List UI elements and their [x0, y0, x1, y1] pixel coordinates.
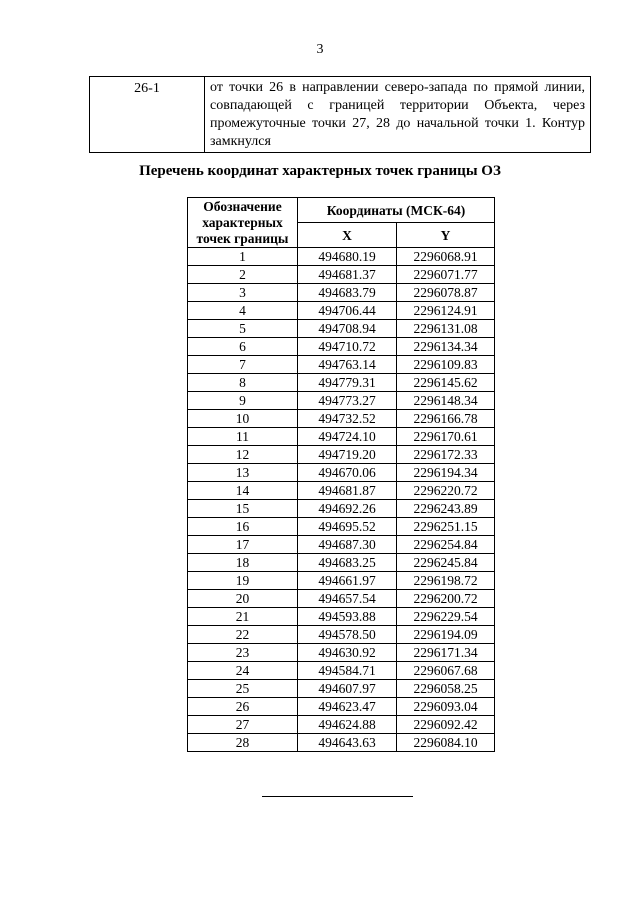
- y-coordinate-cell: 2296229.54: [397, 608, 495, 626]
- point-header-line: Обозначение: [203, 199, 282, 214]
- x-coordinate-cell: 494630.92: [298, 644, 397, 662]
- point-number-cell: 10: [188, 410, 298, 428]
- point-number-cell: 15: [188, 500, 298, 518]
- point-number-cell: 2: [188, 266, 298, 284]
- x-coordinate-cell: 494683.25: [298, 554, 397, 572]
- point-header: [188, 198, 298, 248]
- coordinates-table: [187, 197, 495, 752]
- section-title: Перечень координат характерных точек границы ОЗ: [139, 163, 501, 179]
- y-coordinate-cell: 2296172.33: [397, 446, 495, 464]
- y-coordinate-cell: 2296200.72: [397, 590, 495, 608]
- y-coordinate-cell: 2296134.34: [397, 338, 495, 356]
- y-coordinate-cell: 2296093.04: [397, 698, 495, 716]
- page-number: 3: [316, 42, 324, 57]
- coordinates-header: Координаты (МСК-64): [298, 198, 495, 223]
- table-row: [188, 356, 495, 374]
- x-coordinate-cell: 494661.97: [298, 572, 397, 590]
- y-coordinate-cell: 2296067.68: [397, 662, 495, 680]
- y-coordinate-cell: 2296078.87: [397, 284, 495, 302]
- table-row: [188, 338, 495, 356]
- x-coordinate-cell: 494708.94: [298, 320, 397, 338]
- y-coordinate-cell: 2296220.72: [397, 482, 495, 500]
- point-number-cell: 7: [188, 356, 298, 374]
- x-coordinate-cell: 494724.10: [298, 428, 397, 446]
- x-coordinate-cell: 494763.14: [298, 356, 397, 374]
- x-coordinate-cell: 494643.63: [298, 734, 397, 752]
- table-row: [188, 680, 495, 698]
- point-number-cell: 27: [188, 716, 298, 734]
- y-coordinate-cell: 2296109.83: [397, 356, 495, 374]
- table-row: [188, 284, 495, 302]
- x-coordinate-cell: 494687.30: [298, 536, 397, 554]
- y-coordinate-cell: 2296171.34: [397, 644, 495, 662]
- x-coordinate-cell: 494584.71: [298, 662, 397, 680]
- point-number-cell: 4: [188, 302, 298, 320]
- x-header: X: [298, 223, 397, 248]
- x-coordinate-cell: 494692.26: [298, 500, 397, 518]
- table-row: [188, 302, 495, 320]
- table-row: [188, 482, 495, 500]
- x-coordinate-cell: 494706.44: [298, 302, 397, 320]
- point-number-cell: 11: [188, 428, 298, 446]
- segment-row: [90, 77, 591, 153]
- point-number-cell: 8: [188, 374, 298, 392]
- x-coordinate-cell: 494732.52: [298, 410, 397, 428]
- table-row: [188, 608, 495, 626]
- point-header-line: характерных: [202, 215, 283, 230]
- point-number-cell: 20: [188, 590, 298, 608]
- x-coordinate-cell: 494779.31: [298, 374, 397, 392]
- point-number-cell: 24: [188, 662, 298, 680]
- table-row: [188, 554, 495, 572]
- footer-rule: [262, 796, 413, 797]
- y-coordinate-cell: 2296170.61: [397, 428, 495, 446]
- y-coordinate-cell: 2296084.10: [397, 734, 495, 752]
- x-coordinate-cell: 494773.27: [298, 392, 397, 410]
- table-row: [188, 698, 495, 716]
- coordinates-body: [188, 248, 495, 752]
- table-row: [188, 266, 495, 284]
- point-number-cell: 1: [188, 248, 298, 266]
- table-row: [188, 392, 495, 410]
- x-coordinate-cell: 494657.54: [298, 590, 397, 608]
- y-coordinate-cell: 2296251.15: [397, 518, 495, 536]
- y-coordinate-cell: 2296198.72: [397, 572, 495, 590]
- point-header-line: точек границы: [196, 231, 289, 246]
- y-coordinate-cell: 2296245.84: [397, 554, 495, 572]
- y-coordinate-cell: 2296148.34: [397, 392, 495, 410]
- table-row: [188, 644, 495, 662]
- y-coordinate-cell: 2296194.09: [397, 626, 495, 644]
- table-row: [188, 464, 495, 482]
- y-coordinate-cell: 2296131.08: [397, 320, 495, 338]
- point-number-cell: 18: [188, 554, 298, 572]
- x-coordinate-cell: 494680.19: [298, 248, 397, 266]
- point-number-cell: 26: [188, 698, 298, 716]
- table-row: [188, 374, 495, 392]
- point-number-cell: 28: [188, 734, 298, 752]
- table-row: [188, 662, 495, 680]
- x-coordinate-cell: 494681.87: [298, 482, 397, 500]
- table-row: [188, 716, 495, 734]
- y-coordinate-cell: 2296068.91: [397, 248, 495, 266]
- table-header-row: [188, 198, 495, 223]
- point-number-cell: 13: [188, 464, 298, 482]
- x-coordinate-cell: 494710.72: [298, 338, 397, 356]
- point-number-cell: 16: [188, 518, 298, 536]
- x-coordinate-cell: 494683.79: [298, 284, 397, 302]
- x-coordinate-cell: 494681.37: [298, 266, 397, 284]
- point-number-cell: 21: [188, 608, 298, 626]
- table-row: [188, 248, 495, 266]
- segment-description: от точки 26 в направлении северо-запада по прямой линии, совпадающей с границей территории Объекта, через промежуточные точки 27, 28 до начальной точки 1. Контур замкнулся: [205, 77, 591, 153]
- y-coordinate-cell: 2296243.89: [397, 500, 495, 518]
- y-coordinate-cell: 2296254.84: [397, 536, 495, 554]
- y-coordinate-cell: 2296194.34: [397, 464, 495, 482]
- point-number-cell: 25: [188, 680, 298, 698]
- y-coordinate-cell: 2296058.25: [397, 680, 495, 698]
- point-number-cell: 22: [188, 626, 298, 644]
- table-row: [188, 428, 495, 446]
- table-row: [188, 572, 495, 590]
- y-coordinate-cell: 2296124.91: [397, 302, 495, 320]
- point-number-cell: 6: [188, 338, 298, 356]
- table-row: [188, 320, 495, 338]
- point-number-cell: 14: [188, 482, 298, 500]
- point-number-cell: 9: [188, 392, 298, 410]
- table-row: [188, 500, 495, 518]
- table-row: [188, 734, 495, 752]
- point-number-cell: 5: [188, 320, 298, 338]
- y-coordinate-cell: 2296145.62: [397, 374, 495, 392]
- y-coordinate-cell: 2296092.42: [397, 716, 495, 734]
- point-number-cell: 19: [188, 572, 298, 590]
- segment-code: 26-1: [90, 77, 205, 153]
- x-coordinate-cell: 494578.50: [298, 626, 397, 644]
- table-row: [188, 536, 495, 554]
- x-coordinate-cell: 494719.20: [298, 446, 397, 464]
- point-number-cell: 3: [188, 284, 298, 302]
- segment-table: [89, 76, 591, 153]
- y-coordinate-cell: 2296071.77: [397, 266, 495, 284]
- x-coordinate-cell: 494624.88: [298, 716, 397, 734]
- y-coordinate-cell: 2296166.78: [397, 410, 495, 428]
- x-coordinate-cell: 494623.47: [298, 698, 397, 716]
- table-row: [188, 446, 495, 464]
- point-number-cell: 12: [188, 446, 298, 464]
- table-row: [188, 626, 495, 644]
- x-coordinate-cell: 494695.52: [298, 518, 397, 536]
- y-header: Y: [397, 223, 495, 248]
- x-coordinate-cell: 494607.97: [298, 680, 397, 698]
- x-coordinate-cell: 494670.06: [298, 464, 397, 482]
- table-row: [188, 590, 495, 608]
- table-row: [188, 410, 495, 428]
- point-number-cell: 17: [188, 536, 298, 554]
- point-number-cell: 23: [188, 644, 298, 662]
- x-coordinate-cell: 494593.88: [298, 608, 397, 626]
- table-row: [188, 518, 495, 536]
